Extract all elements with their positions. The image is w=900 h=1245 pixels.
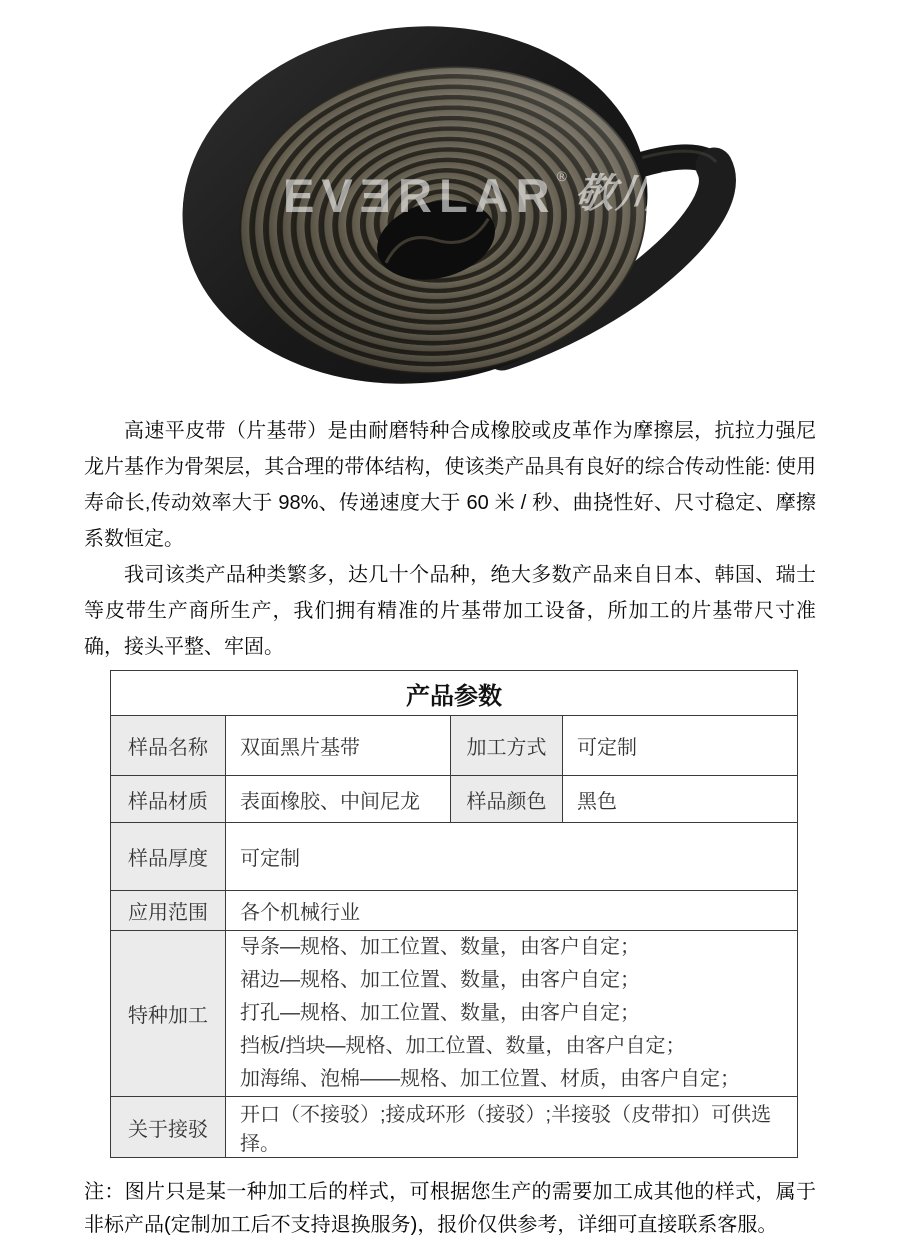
registered-trademark-icon: ® xyxy=(556,168,567,184)
description-paragraph-1: 高速平皮带（片基带）是由耐磨特种合成橡胶或皮革作为摩擦层，抗拉力强尼龙片基作为骨架层，其合理的带体结构，使该类产品具有良好的综合传动性能: 使用寿命长,传动效率大于 98%、传递速度大于 60 米 / 秒、曲挠性好、尺寸稳定、摩擦系数恒定。 xyxy=(84,420,816,550)
spec-value-special-processing xyxy=(226,931,798,1097)
table-row xyxy=(111,671,798,716)
description-paragraph-2: 我司该类产品种类繁多，达几十个品种，绝大多数产品来自日本、韩国、瑞士等皮带生产商所生产，我们拥有精准的片基带加工设备，所加工的片基带尺寸准确，接头平整、牢固。 xyxy=(84,564,816,658)
spec-label-joining: 关于接驳 xyxy=(111,1097,226,1158)
spec-value-sample-name: 双面黑片基带 xyxy=(226,716,451,776)
spec-value-thickness: 可定制 xyxy=(226,823,798,891)
spec-value-color: 黑色 xyxy=(563,776,798,823)
spec-label-sample-name: 样品名称 xyxy=(111,716,226,776)
table-row xyxy=(111,776,798,823)
spec-value-material: 表面橡胶、中间尼龙 xyxy=(226,776,451,823)
special-processing-line: 裙边—规格、加工位置、数量，由客户自定； xyxy=(240,969,640,991)
product-note: 注：图片只是某一种加工后的样式，可根据您生产的需要加工成其他的样式，属于非标产品(定制加工后不支持退换服务)，报价仅供参考，详细可直接联系客服。 xyxy=(84,1181,816,1236)
spec-table-title: 产品参数 xyxy=(111,671,798,716)
product-spec-table xyxy=(110,670,798,1158)
spec-label-special-processing: 特种加工 xyxy=(111,931,226,1097)
special-processing-line: 导条—规格、加工位置、数量，由客户自定； xyxy=(240,936,640,958)
spec-value-application: 各个机械行业 xyxy=(226,891,798,931)
table-row xyxy=(111,823,798,891)
table-row xyxy=(111,931,798,1097)
table-row xyxy=(111,716,798,776)
belt-roll xyxy=(165,4,666,405)
special-processing-line: 打孔—规格、加工位置、数量，由客户自定； xyxy=(240,1002,640,1024)
product-description xyxy=(0,405,900,665)
spec-label-color: 样品颜色 xyxy=(451,776,563,823)
spec-label-thickness: 样品厚度 xyxy=(111,823,226,891)
spec-label-application: 应用范围 xyxy=(111,891,226,931)
special-processing-line: 加海绵、泡棉——规格、加工位置、材质，由客户自定； xyxy=(240,1068,740,1090)
registered-trademark-icon: ® xyxy=(658,168,670,184)
special-processing-line: 挡板/挡块—规格、加工位置、数量，由客户自定； xyxy=(240,1035,686,1057)
table-row xyxy=(111,891,798,931)
belt-roll-graphic xyxy=(0,0,900,405)
brand-logo-chinese: 敬川 xyxy=(571,172,663,216)
table-row xyxy=(111,1097,798,1158)
brand-logo-text: EVƎRLAR xyxy=(283,169,557,222)
spec-label-material: 样品材质 xyxy=(111,776,226,823)
spec-label-processing: 加工方式 xyxy=(451,716,563,776)
product-photo xyxy=(0,0,900,405)
spec-value-processing: 可定制 xyxy=(563,716,798,776)
spec-value-joining: 开口（不接驳）;接成环形（接驳）;半接驳（皮带扣）可供选择。 xyxy=(226,1097,798,1158)
